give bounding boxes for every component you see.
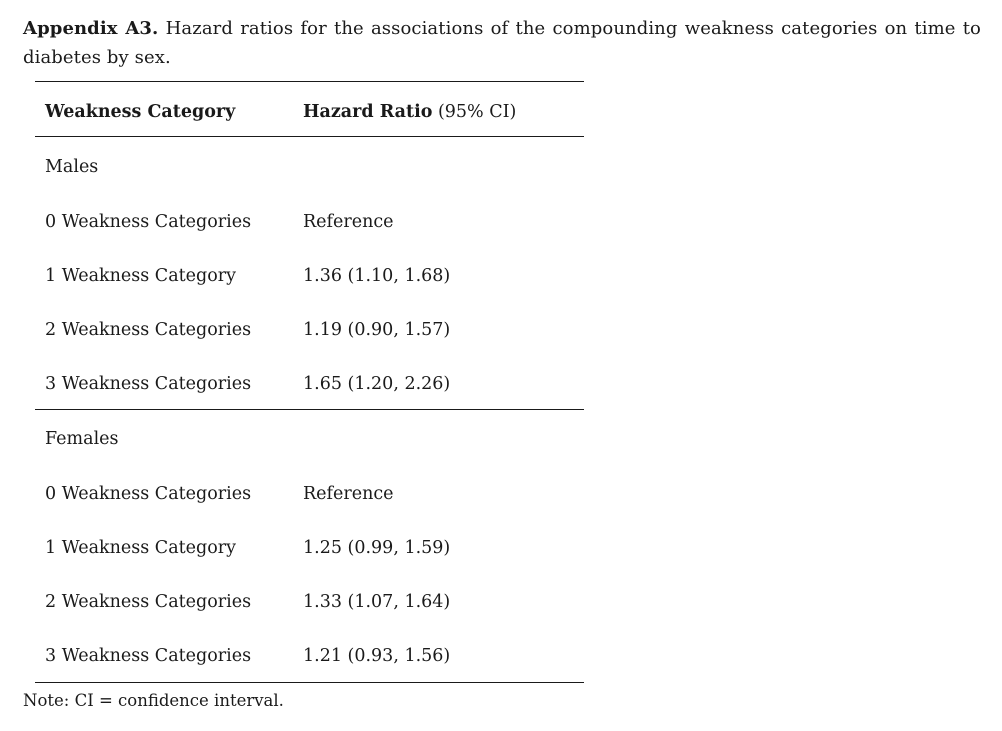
table-row-category: 3 Weakness Categories — [45, 374, 252, 394]
table-row-category: 1 Weakness Category — [45, 266, 237, 286]
header-ci-label: (95% CI) — [432, 102, 517, 122]
caption-text: Hazard ratios for the associations of the compounding weakness categories on time to diabetes by sex. — [23, 18, 981, 68]
table-row-category: 2 Weakness Categories — [45, 592, 252, 612]
table-row-hazard-ratio: 1.33 (1.07, 1.64) — [303, 592, 451, 612]
header-bottom-rule — [35, 136, 584, 137]
table-row-hazard-ratio: 1.19 (0.90, 1.57) — [303, 320, 451, 340]
table-row-hazard-ratio: Reference — [303, 212, 394, 232]
table-row-hazard-ratio: 1.65 (1.20, 2.26) — [303, 374, 451, 394]
table-row-category: 2 Weakness Categories — [45, 320, 252, 340]
group-divider-rule — [35, 409, 584, 410]
header-weakness-category: Weakness Category — [45, 102, 236, 122]
caption-label: Appendix A3. — [23, 18, 159, 39]
table-top-rule — [35, 81, 584, 82]
table-note: Note: CI = confidence interval. — [23, 691, 284, 710]
table-bottom-rule — [35, 682, 584, 683]
table-row-hazard-ratio: Reference — [303, 484, 394, 504]
table-caption — [23, 14, 981, 72]
table-row-hazard-ratio: 1.25 (0.99, 1.59) — [303, 538, 451, 558]
table-row-category: 3 Weakness Categories — [45, 646, 252, 666]
table-row-category: 0 Weakness Categories — [45, 484, 252, 504]
header-hazard-ratio-label: Hazard Ratio — [303, 102, 433, 122]
group-label-females: Females — [45, 429, 119, 449]
group-label-males: Males — [45, 157, 99, 177]
table-row-hazard-ratio: 1.36 (1.10, 1.68) — [303, 266, 451, 286]
header-hazard-ratio — [303, 100, 516, 124]
table-row-category: 1 Weakness Category — [45, 538, 237, 558]
table-row-category: 0 Weakness Categories — [45, 212, 252, 232]
table-row-hazard-ratio: 1.21 (0.93, 1.56) — [303, 646, 451, 666]
